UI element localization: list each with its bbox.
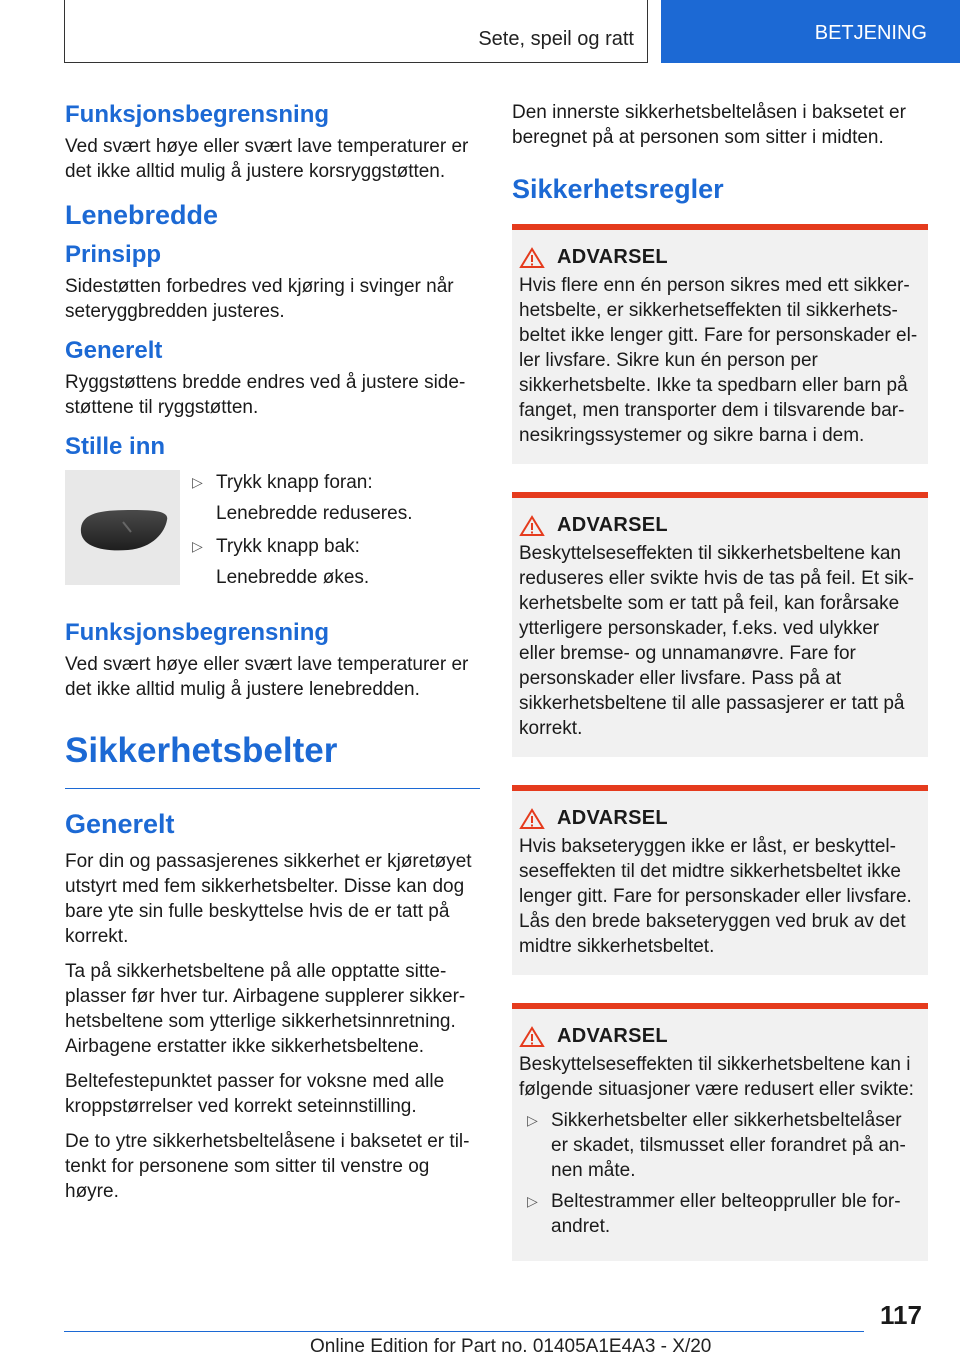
triangle-bullet-icon: ▷	[527, 1112, 538, 1128]
section-heading-wrap	[65, 728, 480, 789]
warning-title: ADVARSEL	[557, 514, 668, 536]
stille-inn-steps	[192, 470, 480, 598]
paragraph-intro: Den innerste sikkerhetsbeltelåsen i baksetet er beregnet på at personen som sitter i midten.	[512, 102, 906, 148]
page-number: 117	[880, 1300, 922, 1330]
heading-sikkerhetsbelter: Sikkerhetsbelter	[65, 731, 338, 770]
stille-inn-block	[65, 470, 480, 598]
triangle-bullet-icon: ▷	[192, 538, 203, 554]
warning-text: Beskyttelseseffekten til sikkerhetsbeltene kan reduseres eller svikte hvis de tas på feil. Et sikkerhetsbelte som er tatt på feil, kan forårsake ytterligere personskader, f.eks. ved ulykker eller bremse- og unnamanøvre. Fare for personskader eller livsfare. Pass på at sikkerhetsbeltene til alle passasjerer er tatt på korrekt.	[519, 543, 914, 739]
warning-text: Beskyttelseseffekten til sikkerhetsbeltene kan i følgende situasjoner være redusert eller svikte:	[519, 1054, 914, 1100]
paragraph-g4: De to ytre sikkerhetsbeltelåsene i baksetet er tiltenkt for personene som sitter til venstre og høyre.	[65, 1131, 470, 1202]
heading-funksjonsbegrensning-2: Funksjonsbegrensning	[65, 619, 330, 646]
triangle-bullet-icon: ▷	[527, 1193, 538, 1209]
paragraph-prinsipp: Sidestøtten forbedres ved kjøring i svinger når seteryggbredden justeres.	[65, 276, 454, 322]
list-item	[192, 534, 480, 559]
heading-funksjonsbegrensning-1: Funksjonsbegrensning	[65, 101, 330, 128]
warning-header	[519, 514, 920, 537]
warning-triangle-icon	[519, 1026, 545, 1048]
list-item	[192, 470, 480, 495]
warning-triangle-icon	[519, 247, 545, 269]
chapter-label: BETJENING	[814, 22, 927, 44]
warning-box-4	[512, 1003, 928, 1261]
paragraph-funk2: Ved svært høye eller svært lave temperaturer er det ikke alltid mulig å justere lenebredden.	[65, 654, 469, 700]
seat-button-icon	[73, 498, 173, 558]
heading-stille-inn: Stille inn	[65, 433, 166, 460]
heading-lenebredde: Lenebredde	[65, 200, 219, 230]
warning-box-2	[512, 492, 928, 757]
warning-list-text: Sikkerhetsbelter eller sikkerhetsbeltelåser er skadet, tilsmusset eller forandret på annen måte.	[551, 1110, 906, 1181]
warning-text: Hvis flere enn én person sikres med ett sikkerhetsbelte, er sikkerhetseffekten til sikkerhetsbeltet ikke lenger gitt. Fare for personskader eller livsfare. Sikre kun én person per sikkerhetsbelte. Ikke ta spedbarn eller barn på fanget, men transporter dem i tilsvarende barnesikringssystemer og sikre barna i dem.	[519, 275, 918, 446]
warning-triangle-icon	[519, 515, 545, 537]
warning-title: ADVARSEL	[557, 807, 668, 829]
paragraph-g2: Ta på sikkerhetsbeltene på alle opptatte sitteplasser før hver tur. Airbagene supplerer sikkerhetsbeltene som ytterlige sikkerhetsinnretning. Airbagene erstatter ikke sikkerhetsbeltene.	[65, 961, 466, 1057]
step-action: Trykk knapp bak:	[216, 536, 360, 557]
left-column	[65, 100, 480, 1214]
heading-sikkerhetsregler: Sikkerhetsregler	[512, 174, 724, 204]
heading-prinsipp: Prinsipp	[65, 241, 162, 268]
step-result: Lenebredde reduseres.	[216, 503, 413, 524]
warning-title: ADVARSEL	[557, 1025, 668, 1047]
warning-header	[519, 807, 920, 830]
step-result: Lenebredde økes.	[216, 567, 370, 588]
warning-list-text: Beltestrammer eller belteoppruller ble forandret.	[551, 1191, 901, 1237]
footer-rule	[64, 1331, 864, 1332]
heading-generelt-2: Generelt	[65, 809, 175, 839]
warning-triangle-icon	[519, 808, 545, 830]
list-item	[519, 1108, 920, 1183]
warning-header	[519, 246, 920, 269]
warning-box-1	[512, 224, 928, 464]
warning-header	[519, 1025, 920, 1048]
right-column	[512, 100, 928, 1289]
warning-title: ADVARSEL	[557, 246, 668, 268]
warning-text: Hvis bakseteryggen ikke er låst, er beskyttelseseffekten til det midtre sikkerhetsbeltet ikke lenger gitt. Fare for personskader eller livsfare. Lås den brede bakseteryggen ved bruk av det midtre sikkerhetsbeltet.	[519, 836, 912, 957]
paragraph-g1: For din og passasjerenes sikkerhet er kjøretøyet utstyrt med fem sikkerhetsbelter. Disse kan dog bare yte sin fulle beskyttelse hvis de er tatt på korrekt.	[65, 851, 472, 947]
paragraph-generelt1: Ryggstøttens bredde endres ved å justere sidestøttene til ryggstøtten.	[65, 372, 466, 418]
paragraph-funk1: Ved svært høye eller svært lave temperaturer er det ikke alltid mulig å justere korsryggstøtten.	[65, 136, 469, 182]
paragraph-g3: Beltefestepunktet passer for voksne med alle kroppstørrelser ved korrekt seteinnstilling.	[65, 1071, 445, 1117]
header-chapter-tab	[661, 0, 960, 63]
triangle-bullet-icon: ▷	[192, 474, 203, 490]
warning-box-3	[512, 785, 928, 975]
lumbar-button-image	[65, 470, 180, 585]
header-section-title: Sete, speil og ratt	[478, 28, 634, 50]
step-action: Trykk knapp foran:	[216, 472, 373, 493]
list-item	[519, 1189, 920, 1239]
heading-generelt-1: Generelt	[65, 337, 163, 364]
footer-edition: Online Edition for Part no. 01405A1E4A3 - X/20	[310, 1336, 712, 1357]
